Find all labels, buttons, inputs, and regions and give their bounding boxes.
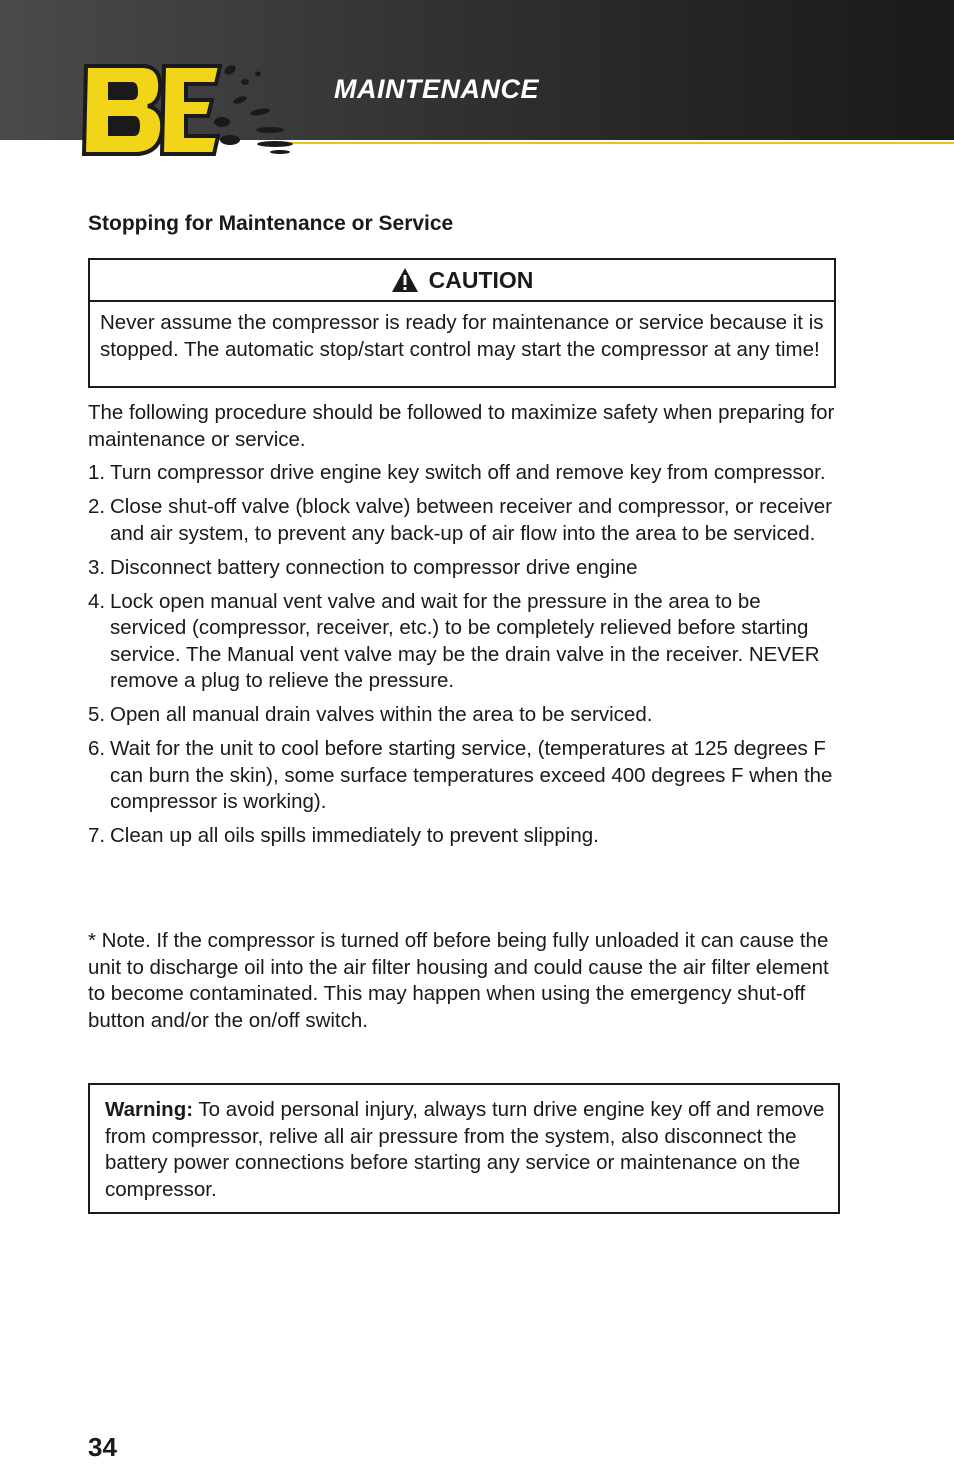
step-item [88,823,840,850]
section-heading: Stopping for Maintenance or Service [88,212,454,235]
step-item [88,555,840,582]
step-item [88,494,840,547]
step-item [88,589,840,695]
warning-triangle-icon [391,267,419,293]
step-number: 3. [88,555,106,579]
warning-box [88,1083,840,1214]
be-logo [80,52,300,162]
caution-header [90,260,834,302]
step-text: Lock open manual vent valve and wait for the pressure in the area to be serviced (compressor, receiver, etc.) to be completely relieved before starting service. The Manual vent valve may be the drain valve in the receiver. NEVER remove a plug to relieve the pressure. [110,589,820,692]
step-text: Clean up all oils spills immediately to prevent slipping. [110,824,599,847]
caution-box [88,258,836,388]
step-item [88,460,840,487]
page-number: 34 [88,1432,117,1462]
caution-text: Never assume the compressor is ready for maintenance or service because it is stopped. The automatic stop/start control may start the compressor at any time! [100,311,824,361]
procedure-steps [88,460,840,857]
step-number: 4. [88,589,106,613]
step-item [88,736,840,816]
step-number: 1. [88,461,106,484]
step-number: 5. [88,703,106,726]
step-text: Close shut-off valve (block valve) between receiver and compressor, or receiver and air system, to prevent any back-up of air flow into the area to be serviced. [110,495,832,545]
step-text: Turn compressor drive engine key switch off and remove key from compressor. [110,461,826,484]
warning-label: Warning: [105,1098,194,1121]
step-text: Wait for the unit to cool before starting service, (temperatures at 125 degrees F can burn the skin), some surface temperatures exceed 400 degrees F when the compressor is working). [110,737,833,813]
step-text: Disconnect battery connection to compressor drive engine [110,555,638,579]
caution-label: CAUTION [428,266,534,293]
warning-text: To avoid personal injury, always turn drive engine key off and remove from compressor, relive all air pressure from the system, also disconnect the battery power connections before starting any service or maintenance on the compressor. [105,1098,825,1201]
step-item [88,702,840,729]
step-number: 6. [88,737,106,760]
note-paragraph: * Note. If the compressor is turned off before being fully unloaded it can cause the unit to discharge oil into the air filter housing and could cause the air filter element to become contaminated. This may happen when using the emergency shut-off button and/or the on/off switch. [88,929,829,1032]
step-number: 7. [88,824,106,847]
step-text: Open all manual drain valves within the area to be serviced. [110,703,653,726]
step-number: 2. [88,495,106,518]
header-accent-line [290,142,954,144]
page-title: MAINTENANCE [334,74,539,104]
intro-paragraph: The following procedure should be followed to maximize safety when preparing for maintenance or service. [88,401,835,451]
